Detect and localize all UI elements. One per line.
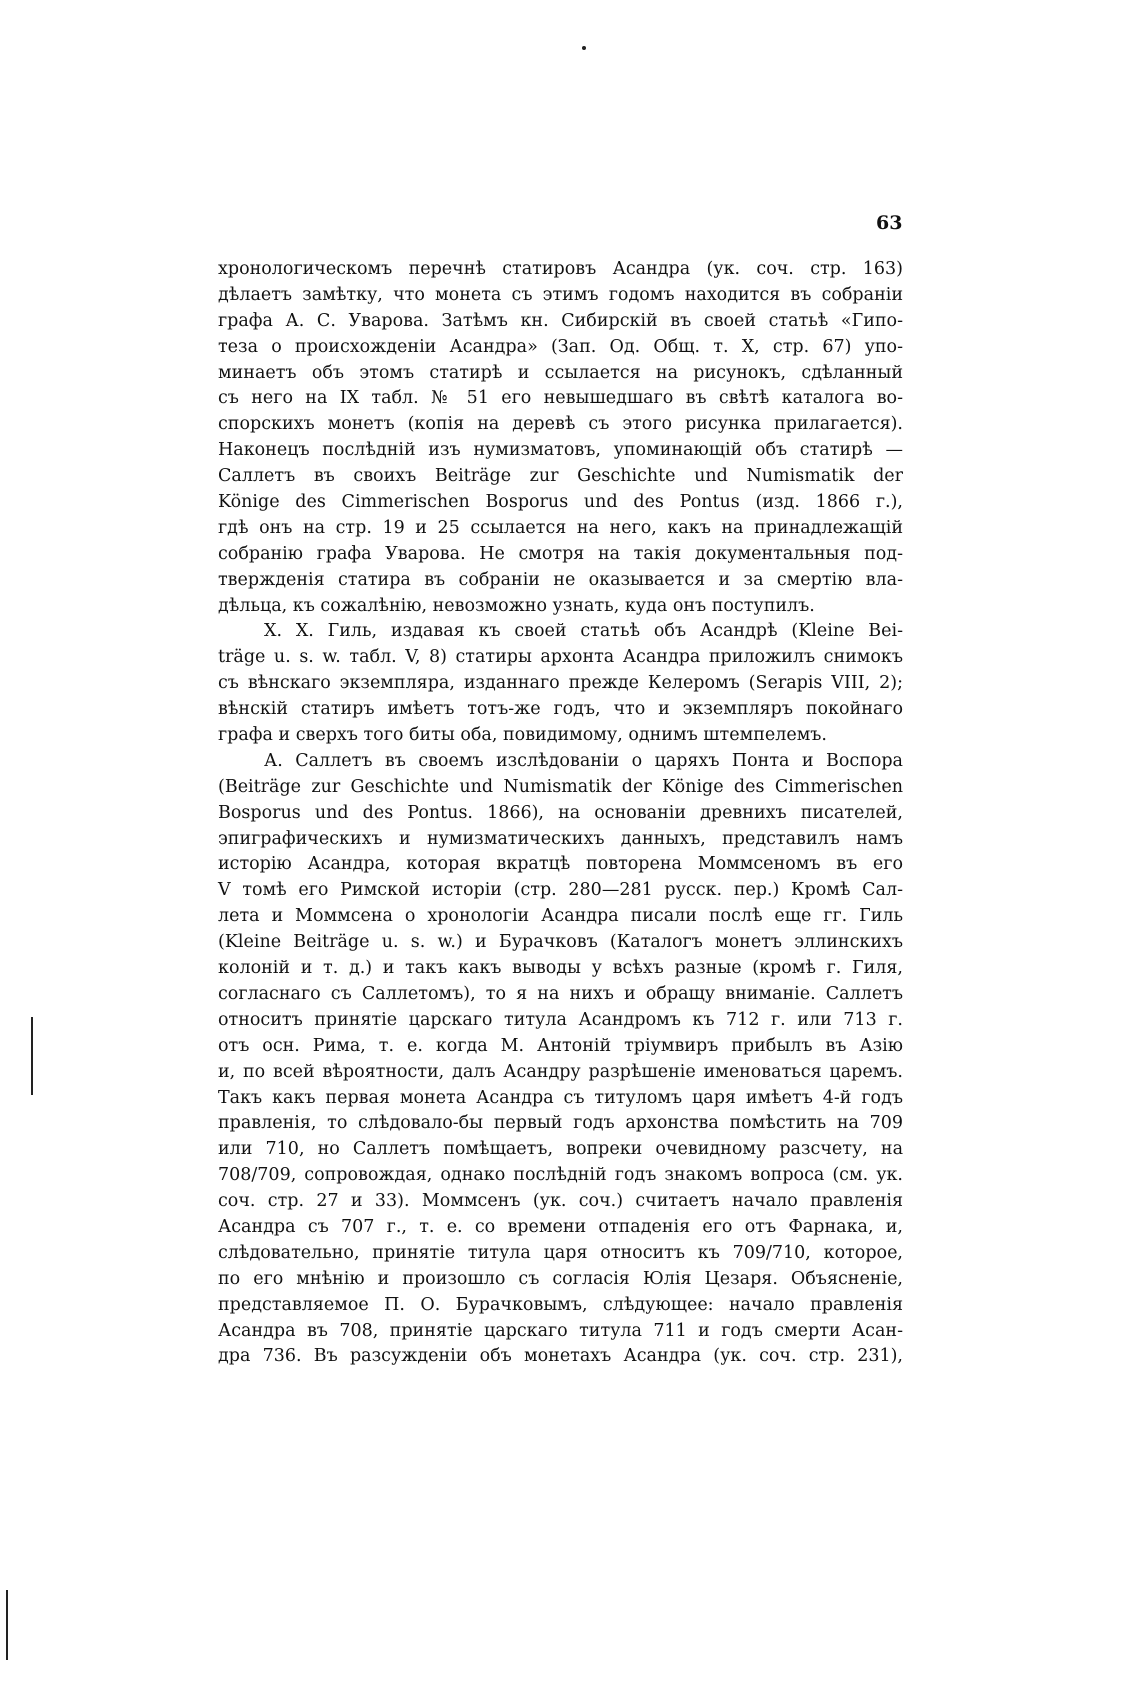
text-line: съ него на IX табл. № 51 его невышедшаго въ свѣтѣ каталога во- [218, 388, 903, 409]
text-line: минаетъ объ этомъ статирѣ и ссылается на рисунокъ, сдѣланный [218, 362, 903, 383]
text-line: исторію Асандра, которая вкратцѣ повторена Моммсеномъ въ его [218, 854, 903, 875]
body-text [218, 257, 903, 1370]
margin-mark [582, 46, 586, 50]
text-line: (Beiträge zur Geschichte und Numismatik der Könige des Cimmerischen [218, 776, 903, 797]
text-line: слѣдовательно, принятіе титула царя относитъ къ 709/710, которое, [218, 1242, 903, 1263]
text-line: Асандра въ 708, принятіе царскаго титула 711 и годъ смерти Асан- [218, 1320, 903, 1341]
text-line: колоній и т. д.) и такъ какъ выводы у всѣхъ разные (кромѣ г. Гиля, [218, 958, 903, 979]
text-line: правленія, то слѣдовало-бы первый годъ архонства помѣстить на 709 [218, 1113, 903, 1134]
text-line: соч. стр. 27 и 33). Моммсенъ (ук. соч.) считаетъ начало правленія [218, 1191, 903, 1212]
text-line: Такъ какъ первая монета Асандра съ титуломъ царя имѣетъ 4-й годъ [218, 1087, 903, 1108]
text-line: 708/709, сопровождая, однако послѣдній годъ знакомъ вопроса (см. ук. [218, 1165, 903, 1186]
text-line: дра 736. Въ разсужденіи объ монетахъ Асандра (ук. соч. стр. 231), [218, 1346, 903, 1367]
text-line: эпиграфическихъ и нумизматическихъ данныхъ, представилъ намъ [218, 828, 903, 849]
text-line: träge u. s. w. табл. V, 8) статиры архонта Асандра приложилъ снимокъ [218, 647, 903, 668]
text-line: графа и сверхъ того биты оба, повидимому, однимъ штемпелемъ. [218, 725, 827, 746]
text-line: или 710, но Саллетъ помѣщаетъ, вопреки очевидному разсчету, на [218, 1139, 903, 1160]
text-line: согласнаго съ Саллетомъ), то я на нихъ и обращу вниманіе. Саллетъ [218, 983, 903, 1004]
margin-mark [31, 1017, 33, 1095]
text-line: вѣнскій статиръ имѣетъ тотъ-же годъ, что и экземпляръ покойнаго [218, 699, 903, 720]
text-line: (Kleine Beiträge u. s. w.) и Бурачковъ (Каталогъ монетъ эллинскихъ [218, 932, 903, 953]
text-line: и, по всей вѣроятности, далъ Асандру разрѣшеніе именоваться царемъ. [218, 1061, 903, 1082]
text-line: собранію графа Уварова. Не смотря на такія документальныя под- [218, 543, 903, 564]
text-line: Асандра съ 707 г., т. е. со времени отпаденія его отъ Фарнака, и, [218, 1216, 903, 1237]
text-line: представляемое П. О. Бурачковымъ, слѣдующее: начало правленія [218, 1294, 903, 1315]
text-line: графа А. С. Уварова. Затѣмъ кн. Сибирскій въ своей статьѣ «Гипо- [218, 310, 903, 331]
text-line: Х. Х. Гиль, издавая къ своей статьѣ объ Асандрѣ (Kleine Bei- [264, 621, 903, 642]
text-line: Bosporus und des Pontus. 1866), на основаніи древнихъ писателей, [218, 802, 903, 823]
text-line: твержденія статира въ собраніи не оказывается и за смертію вла- [218, 569, 903, 590]
text-line: лета и Моммсена о хронологіи Асандра писали послѣ еще гг. Гиль [218, 906, 903, 927]
text-line: дѣлаетъ замѣтку, что монета съ этимъ годомъ находится въ собраніи [218, 284, 903, 305]
text-line: хронологическомъ перечнѣ статировъ Асандра (ук. соч. стр. 163) [218, 259, 903, 279]
page-number: 63 [876, 212, 903, 234]
margin-mark [6, 1590, 8, 1660]
text-line: отъ осн. Рима, т. е. когда М. Антоній тріумвиръ прибылъ въ Азію [218, 1035, 903, 1056]
text-line: гдѣ онъ на стр. 19 и 25 ссылается на него, какъ на принадлежащій [218, 517, 903, 538]
text-line: по его мнѣнію и произошло съ согласія Юлія Цезаря. Объясненіе, [218, 1268, 903, 1289]
text-line: теза о происхожденіи Асандра» (Зап. Од. Общ. т. X, стр. 67) упо- [218, 336, 903, 357]
text-line: А. Саллетъ въ своемъ изслѣдованіи о царяхъ Понта и Воспора [264, 750, 903, 771]
text-line: V томѣ его Римской исторіи (стр. 280—281 русск. пер.) Кромѣ Сал- [218, 880, 903, 901]
text-line: дѣльца, къ сожалѣнію, невозможно узнать, куда онъ поступилъ. [218, 595, 815, 616]
text-line: Наконецъ послѣдній изъ нумизматовъ, упоминающій объ статирѣ — [218, 440, 903, 461]
text-line: спорскихъ монетъ (копія на деревѣ съ этого рисунка прилагается). [218, 414, 903, 435]
text-line: относитъ принятіе царскаго титула Асандромъ къ 712 г. или 713 г. [218, 1009, 903, 1030]
text-line: Саллетъ въ своихъ Beiträge zur Geschichte und Numismatik der [218, 466, 903, 487]
text-line: Könige des Cimmerischen Bosporus und des Pontus (изд. 1866 г.), [218, 492, 903, 513]
text-line: съ вѣнскаго экземпляра, изданнаго прежде Келеромъ (Serapis VIII, 2); [218, 673, 903, 694]
